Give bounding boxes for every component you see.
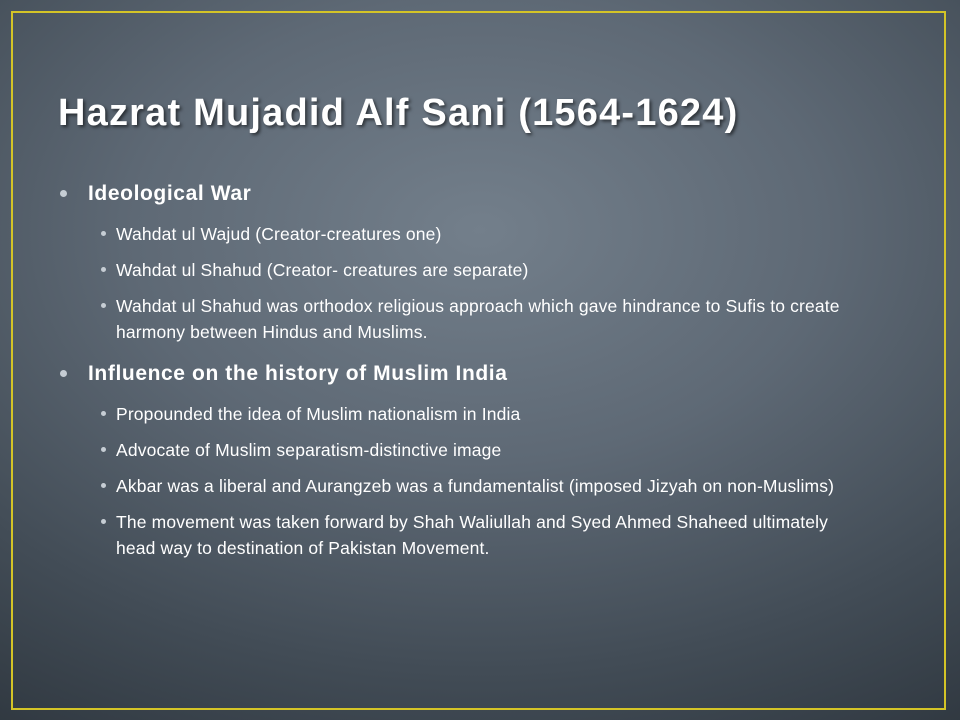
slide-title: Hazrat Mujadid Alf Sani (1564-1624) (58, 92, 739, 134)
list-item (58, 437, 858, 463)
list-item-text: Advocate of Muslim separatism-distinctive image (116, 440, 502, 460)
sub-bullet-dot-icon (101, 447, 106, 452)
section-heading-text: Ideological War (88, 182, 252, 205)
sub-bullet-dot-icon (101, 267, 106, 272)
sub-bullet-dot-icon (101, 411, 106, 416)
sub-bullet-dot-icon (101, 231, 106, 236)
section-influence-on-history (58, 357, 858, 561)
section-ideological-war (58, 177, 858, 345)
list-item (58, 257, 858, 283)
sub-bullet-list (58, 221, 858, 345)
list-item-text: The movement was taken forward by Shah Waliullah and Syed Ahmed Shaheed ultimately head way to destination of Pakistan Movement. (116, 512, 829, 558)
list-item-text: Wahdat ul Shahud (Creator- creatures are separate) (116, 260, 529, 280)
list-item (58, 401, 858, 427)
bullet-heading (58, 177, 858, 211)
sub-bullet-dot-icon (101, 303, 106, 308)
list-item-text: Propounded the idea of Muslim nationalism in India (116, 404, 521, 424)
sub-bullet-dot-icon (101, 519, 106, 524)
list-item (58, 473, 858, 499)
list-item (58, 293, 858, 345)
bullet-heading (58, 357, 858, 391)
list-item-text: Akbar was a liberal and Aurangzeb was a fundamentalist (imposed Jizyah on non-Muslims) (116, 476, 835, 496)
section-heading-text: Influence on the history of Muslim India (88, 362, 508, 385)
slide-content (58, 177, 858, 571)
list-item-text: Wahdat ul Wajud (Creator-creatures one) (116, 224, 442, 244)
bullet-dot-icon (60, 190, 67, 197)
list-item (58, 221, 858, 247)
sub-bullet-list (58, 401, 858, 561)
list-item (58, 509, 858, 561)
list-item-text: Wahdat ul Shahud was orthodox religious approach which gave hindrance to Sufis to create harmony between Hindus and Muslims. (116, 296, 840, 342)
bullet-dot-icon (60, 370, 67, 377)
sub-bullet-dot-icon (101, 483, 106, 488)
